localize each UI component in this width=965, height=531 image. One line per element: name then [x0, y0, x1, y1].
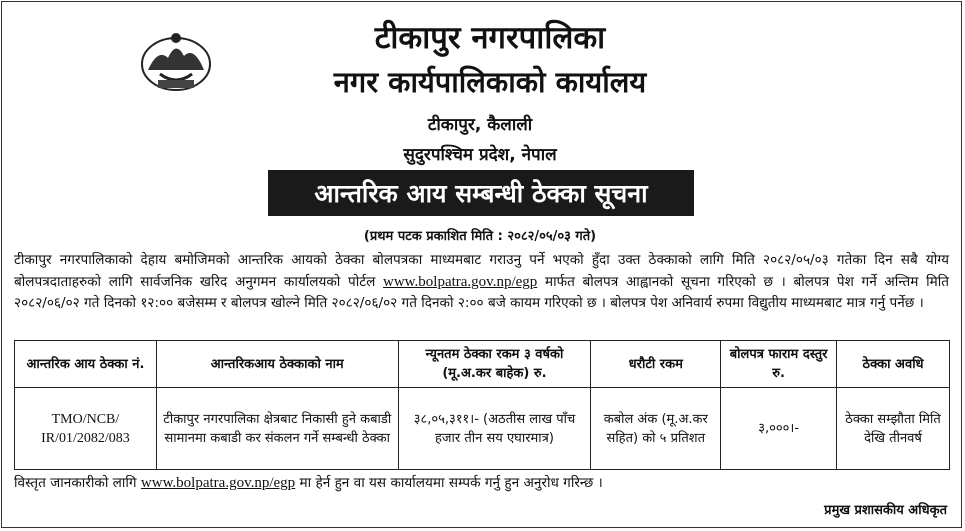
min-amount-cell: ३८,०५,३११।- (अठतीस लाख पाँच हजार तीन सय एघारमात्र) [398, 388, 591, 470]
form-fee-cell: ३,०००।- [721, 388, 837, 470]
publication-date: (प्रथम पटक प्रकाशित मिति : २०८२/०५/०३ गते) [363, 229, 597, 244]
signatory-title: प्रमुख प्रशासकीय अधिकृत [824, 503, 947, 518]
footer-text-1: विस्तृत जानकारीको लागि [14, 475, 141, 491]
footer-portal-link[interactable]: www.bolpatra.gov.np/egp [140, 475, 296, 491]
table-header-row [15, 341, 950, 388]
contract-name-cell: टीकापुर नगरपालिका क्षेत्रबाट निकासी हुने कबाडी सामानमा कबाडी कर संकलन गर्ने सम्बन्धी ठेक्का [156, 388, 398, 470]
contract-table [14, 340, 950, 470]
header-contract-no: आन्तरिक आय ठेक्का नं. [15, 341, 157, 388]
duration-cell: ठेक्का सम्झौता मिति देखि तीनवर्ष [837, 388, 950, 470]
notice-title-banner [268, 170, 694, 216]
portal-link[interactable]: www.bolpatra.gov.np/egp [383, 273, 538, 290]
notice-title: आन्तरिक आय सम्बन्धी ठेक्का सूचना [314, 179, 648, 208]
office-location: टीकापुर, कैलाली [427, 115, 533, 135]
header-contract-name: आन्तरिकआय ठेक्काको नाम [156, 341, 398, 388]
contract-no-cell: TMO/NCB/ IR/01/2082/083 [15, 388, 157, 470]
municipality-name: टीकापुर नगरपालिका [374, 20, 606, 56]
body-text-1: टीकापुर नगरपालिकाको देहाय बमोजिमको आन्तरिक आयको ठेक्का बोलपत्रका माध्यमबाट गराउनु पर्ने भएको हुँदा उक्त ठेक्काको लागि मिति २०८२/०५/०३ गतेका दिन सबै योग्य बोलपत्रदाताहरुको लागि सार्वजनिक खरिद अनुगमन कार्यालयको पोर्टल [14, 252, 949, 290]
table-row [15, 388, 950, 470]
nepal-emblem-icon [138, 30, 214, 94]
header-min-amount: न्यूनतम ठेक्का रकम ३ वर्षको (मू.अ.कर बाहेक) रु. [398, 341, 591, 388]
header-duration: ठेक्का अवधि [837, 341, 950, 388]
body-text-2: मार्फत बोलपत्र आह्वानको सूचना गरिएको छ । बोलपत्र पेश गर्ने अन्तिम मिति २०८२/०६/०२ गते दिनको १२:०० बजेसम्म र बोलपत्र खोल्ने मिति २०८२/०६/०२ गते दिनको २:०० बजे कायम गरिएको छ । बोलपत्र पेश अनिवार्य रुपमा विद्युतीय माध्यमबाट मात्र गर्नु पर्नेछ । [14, 273, 949, 311]
office-name: नगर कार्यपालिकाको कार्यालय [333, 65, 647, 99]
province-name: सुदुरपश्चिम प्रदेश, नेपाल [403, 145, 557, 165]
header-deposit: धरौटी रकम [591, 341, 721, 388]
footer-text-2: मा हेर्न हुन वा यस कार्यालयमा सम्पर्क गर्नु हुन अनुरोध गरिन्छ । [295, 475, 603, 491]
header-form-fee: बोलपत्र फाराम दस्तुर रु. [721, 341, 837, 388]
deposit-cell: कबोल अंक (मू.अ.कर सहित) को ५ प्रतिशत [591, 388, 721, 470]
notice-body [14, 250, 949, 315]
footer-note [14, 472, 949, 492]
